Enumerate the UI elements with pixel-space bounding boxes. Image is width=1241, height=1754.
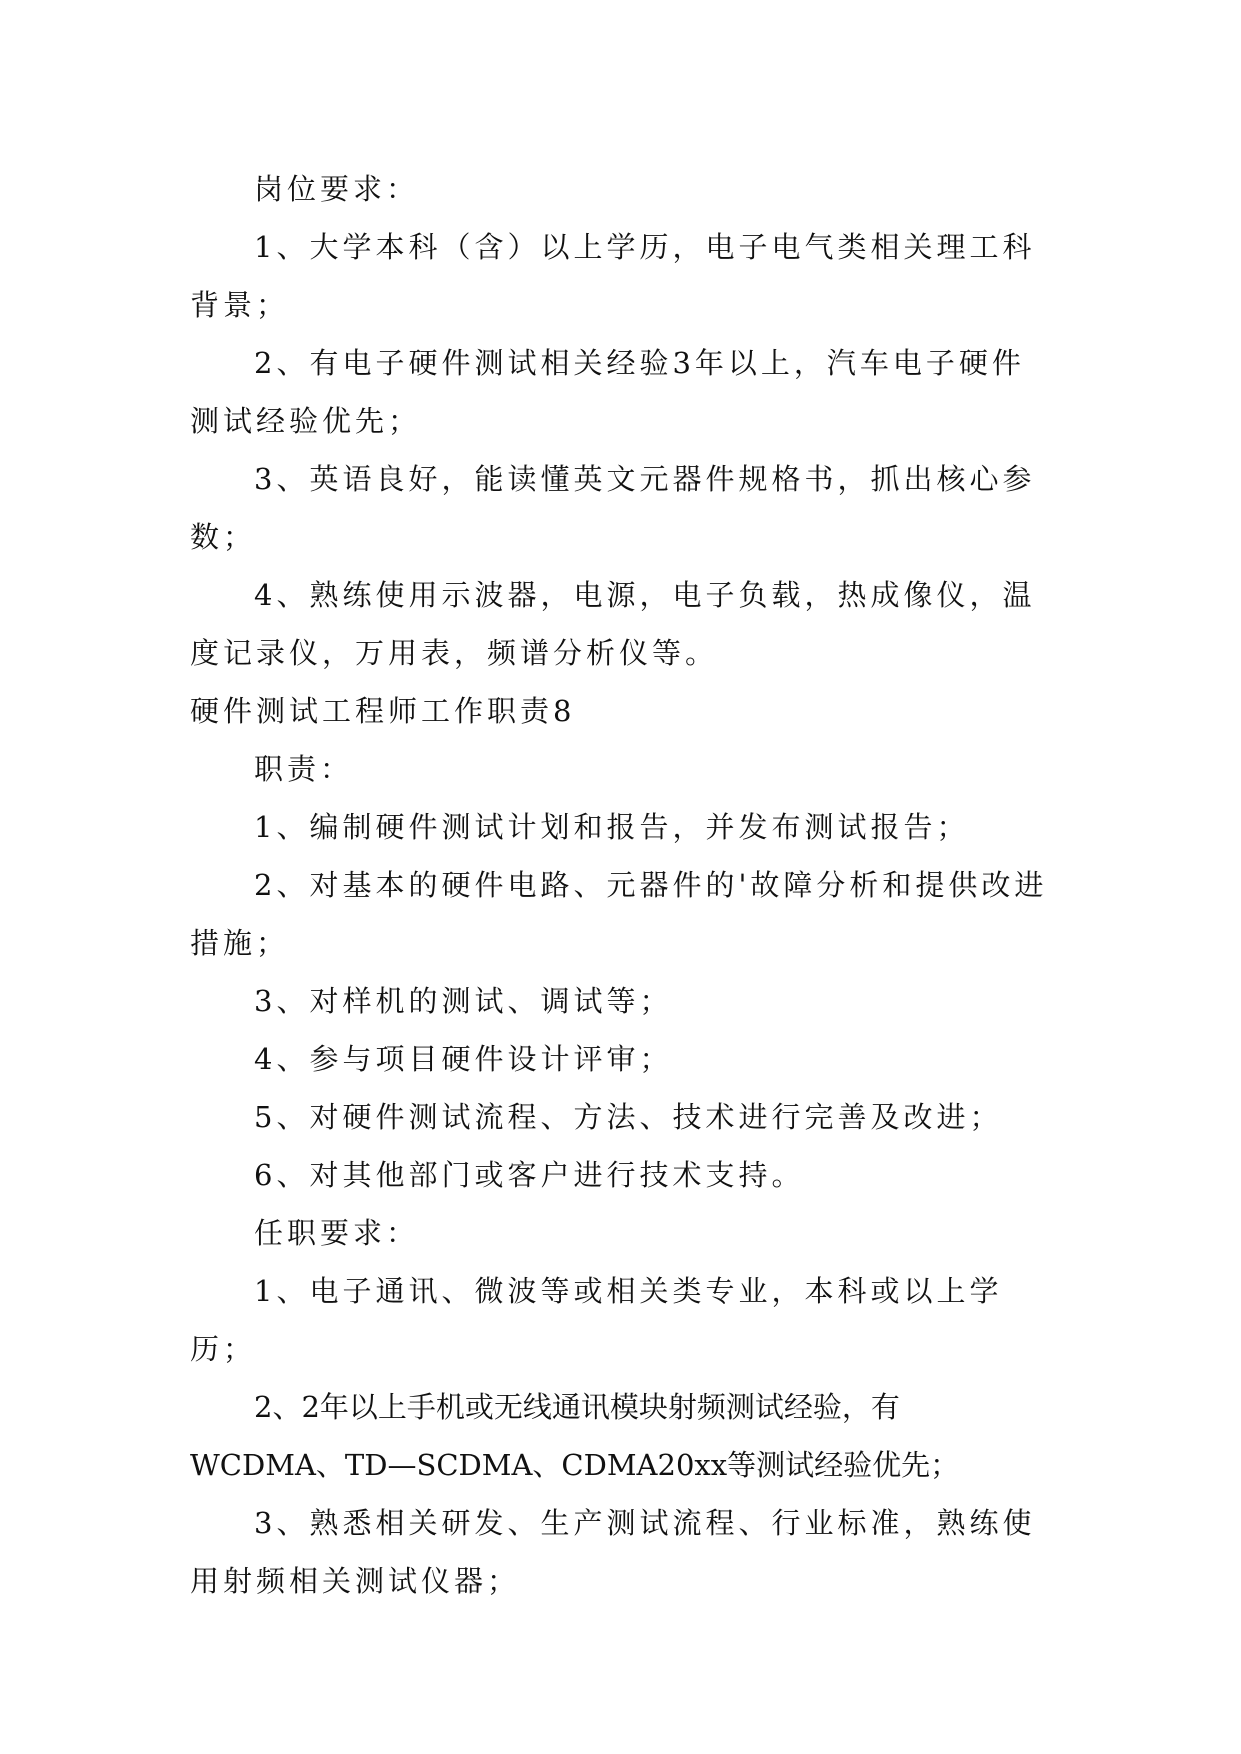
qualification-item-1: 1、电子通讯、微波等或相关类专业，本科或以上学历； (190, 1274, 1003, 1366)
requirement-item-2: 2、有电子硬件测试相关经验3年以上，汽车电子硬件测试经验优先； (190, 346, 1025, 438)
section-title-duties: 职责： (254, 752, 354, 786)
requirement-item-3: 3、英语良好，能读懂英文元器件规格书，抓出核心参数； (190, 462, 1036, 554)
duty-item-1: 1、编制硬件测试计划和报告，并发布测试报告； (254, 810, 970, 844)
duty-item-5: 5、对硬件测试流程、方法、技术进行完善及改进； (254, 1100, 1003, 1134)
requirement-item-1: 1、大学本科（含）以上学历，电子电气类相关理工科背景； (190, 230, 1036, 322)
duty-item-4: 4、参与项目硬件设计评审； (254, 1042, 673, 1076)
duty-item-6: 6、对其他部门或客户进行技术支持。 (254, 1158, 805, 1192)
section-title-requirements: 岗位要求： (254, 172, 420, 206)
duty-item-2: 2、对基本的硬件电路、元器件的'故障分析和提供改进措施； (190, 868, 1048, 960)
section-title-qualifications: 任职要求： (254, 1216, 420, 1250)
requirement-item-4: 4、熟练使用示波器，电源，电子负载，热成像仪，温度记录仪，万用表，频谱分析仪等。 (190, 578, 1036, 670)
duty-item-3: 3、对样机的测试、调试等； (254, 984, 673, 1018)
document-heading: 硬件测试工程师工作职责8 (190, 694, 576, 728)
qualification-item-2: 2、2年以上手机或无线通讯模块射频测试经验，有WCDMA、TD—SCDMA、CDMA20xx等测试经验优先； (190, 1390, 960, 1482)
qualification-item-3: 3、熟悉相关研发、生产测试流程、行业标准，熟练使用射频相关测试仪器； (190, 1506, 1036, 1598)
document-body (190, 160, 1050, 1610)
